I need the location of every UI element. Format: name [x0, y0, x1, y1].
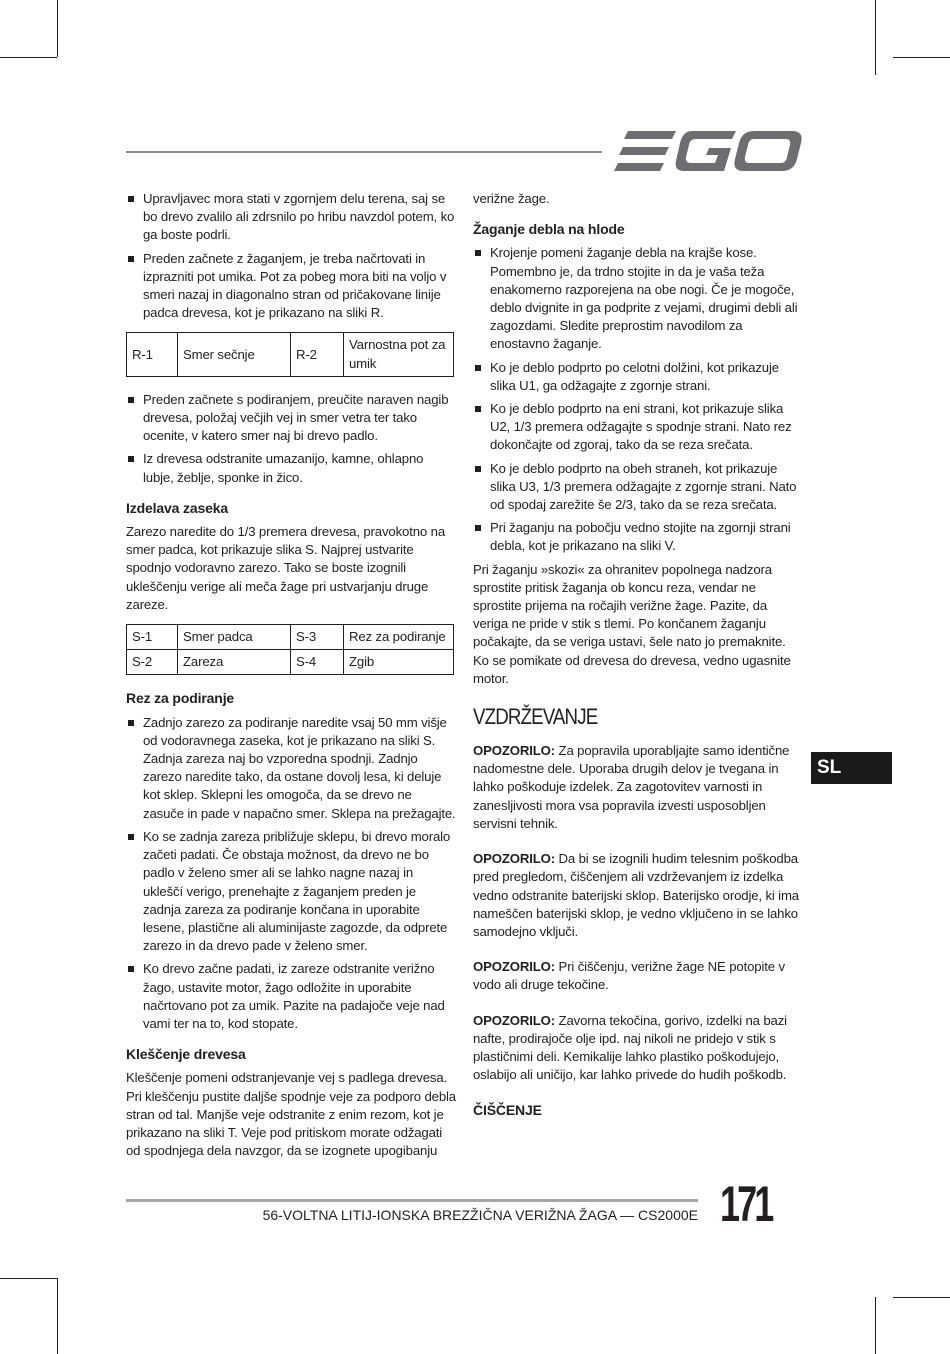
list-item-text: Ko drevo začne padati, iz zareze odstranite verižno žago, ustavite motor, žago odložite in uporabite načrtovano pot za umik. Pazite na padajoče veje nad vami ter na to, kod stopate. [143, 961, 445, 1031]
list-item [126, 190, 456, 245]
footer-rule [126, 1199, 698, 1202]
bullet-square-icon [128, 256, 134, 262]
bullet-square-icon [128, 966, 134, 972]
page-number: 171 [720, 1176, 772, 1232]
list-item [126, 828, 456, 955]
section-heading: Izdelava zaseka [126, 499, 229, 516]
bullet-square-icon [475, 525, 481, 531]
crop-mark [0, 1278, 57, 1279]
crop-mark [57, 1278, 58, 1354]
list-item [126, 391, 456, 446]
list-item [126, 714, 456, 823]
crop-mark [893, 1297, 950, 1298]
list-item [473, 400, 803, 455]
left-column [126, 190, 456, 1160]
table-cell: R-2 [291, 333, 344, 376]
list-item [126, 250, 456, 323]
crop-mark [893, 57, 950, 58]
list-item-text: Preden začnete s podiranjem, preučite naraven nagib drevesa, položaj večjih vej in smer vetra ter tako ocenite, v katero smer naj bi drevo padlo. [143, 391, 449, 444]
bullet-square-icon [128, 196, 134, 202]
list-item-text: Zadnjo zarezo za podiranje naredite vsaj 50 mm višje od vodoravnega zaseka, kot je prikazano na sliki S. Zadnja zareza naj bo vzporedna spodnji. Zadnjo zarezo naredite tako, da ostane dovolj lesa, ki deluje kot sklep. Sklepni les omogoča, da se drevo ne zasuče in pade v napačno smer. Sklepa na prežagajte. [143, 714, 456, 821]
table-cell: Rez za podiranje [344, 625, 454, 650]
warning-paragraph [473, 958, 803, 994]
section-heading: ČIŠČENJE [473, 1102, 542, 1119]
table-row [127, 650, 454, 675]
paragraph: Zarezo naredite do 1/3 premera drevesa, pravokotno na smer padca, kot prikazuje slika S. Najprej ustvarite spodnjo vodoravno zarezo. Tako se boste izognili ukleščenju verige ali meča žage pri ustvarjanju druge zareze. [126, 524, 446, 612]
language-tab: SL [811, 752, 892, 784]
crop-mark [0, 57, 57, 58]
bullet-list [126, 190, 456, 322]
header-rule [126, 151, 602, 153]
list-item-text: Preden začnete z žaganjem, je treba načrtovati in izprazniti pot umika. Pot za pobeg mora biti na voljo v smeri nazaj in diagonalno stran od pričakovane linije padca drevesa, kot je prikazano na sliki R. [143, 250, 447, 321]
list-item-text: Ko se zadnja zareza približuje sklepu, bi drevo moralo začeti padati. Če obstaja možnost, da drevo ne bo padlo v želeno smer ali se lahko nagne nazaj in ukleščí verigo, prenehajte z žaganjem preden je zadnja zareza za podiranje končana in uporabite lesene, plastične ali aluminijaste zagozde, da odprete zarezo in da drevo pade v želeno smer. [143, 828, 451, 954]
warning-text: Pri čiščenju, verižne žage NE potopite v vodo ali druge tekočine. [473, 959, 785, 993]
warning-text: Da bi se izognili hudim telesnim poškodba pred pregledom, čiščenjem ali vzdrževanjem iz izdelka vedno odstranite baterijski sklop. Baterijsko orodje, ki ima nameščen baterijski sklop, je vedno vključeno in se lahko samodejno vključi. [473, 851, 799, 939]
warning-text: Zavorna tekočina, gorivo, izdelki na bazi nafte, prodirajoče olje ipd. naj nikoli ne pridejo v stik s plastičnimi deli. Kemikalije lahko plastiko poškodujejo, oslabijo ali uničijo, kar lahko privede do hudih poškodb. [473, 1012, 787, 1083]
figure-s-legend-table [126, 624, 454, 675]
list-item-text: Ko je deblo podprto na obeh straneh, kot prikazuje slika U3, 1/3 premera odžagajte z zgornje strani. Nato od spodaj zarežite še 2/3, tako da se reza srečata. [490, 460, 797, 513]
bullet-square-icon [475, 250, 481, 256]
list-item [473, 244, 803, 353]
table-cell: Smer sečnje [178, 333, 291, 376]
list-item-text: Iz drevesa odstranite umazanijo, kamne, ohlapno lubje, žeblje, sponke in žico. [143, 451, 424, 485]
list-item-text: Krojenje pomeni žaganje debla na krajše kose. Pomembno je, da trdno stojite in da je vaša teža enakomerno razporejena na obe nogi. Če je mogoče, deblo dvignite in ga podprite z vejami, drugimi debli ali zagozdami. Sledite preprostim navodilom za enostavno žaganje. [490, 245, 798, 352]
table-row [127, 625, 454, 650]
list-item [126, 450, 456, 486]
warning-paragraph [473, 1012, 803, 1085]
warning-label: OPOZORILO: [473, 743, 556, 759]
paragraph: Pri žaganju »skozi« za ohranitev popolnega nadzora sprostite pritisk žaganja ob koncu reza, vendar ne sprostite prijema na ročajih verižne žage. Pazite, da veriga ne pride v stik s tlemi. Po končanem žaganju počakajte, da se veriga ustavi, šele nato jo premaknite. Ko se pomikate od drevesa do drevesa, vedno ugasnite motor. [473, 561, 791, 686]
bullet-square-icon [128, 720, 134, 726]
list-item [126, 960, 456, 1033]
list-item [473, 359, 803, 395]
table-cell: S-3 [291, 625, 344, 650]
table-cell: Zgib [344, 650, 454, 675]
section-heading: Kleščenje drevesa [126, 1046, 246, 1063]
list-item [473, 519, 803, 555]
bullet-square-icon [475, 466, 481, 472]
table-cell: Smer padca [178, 625, 291, 650]
list-item-text: Pri žaganju na pobočju vedno stojite na zgornji strani debla, kot je prikazano na sliki V. [490, 520, 791, 554]
warning-paragraph [473, 850, 803, 941]
bullet-list [473, 244, 803, 555]
list-item-text: Upravljavec mora stati v zgornjem delu terena, saj se bo drevo zvalilo ali zdrsnilo po hribu navzdol potem, ko ga boste podrli. [143, 191, 455, 243]
right-column [473, 190, 803, 1126]
figure-r-legend-table [126, 332, 454, 376]
warning-text: Za popravila uporabljajte samo identične nadomestne dele. Uporaba drugih delov je tvegana in lahko poškoduje izdelek. Za zagotovitev varnosti in zanesljivosti mora vsa popravila izvesti usposobljen servisni tehnik. [473, 743, 790, 831]
table-cell: S-2 [127, 650, 178, 675]
crop-mark [57, 0, 58, 57]
section-heading: Žaganje debla na hlode [473, 221, 625, 238]
table-cell: Varnostna pot za umik [344, 333, 454, 376]
bullet-square-icon [128, 397, 134, 403]
bullet-square-icon [128, 834, 134, 840]
list-item-text: Ko je deblo podprto na eni strani, kot prikazuje slika U2, 1/3 premera odžagajte s spodnje strani. Nato rez dokončajte od zgoraj, tako da se reza srečata. [490, 401, 792, 453]
list-item [473, 460, 803, 515]
paragraph: verižne žage. [473, 191, 550, 206]
table-cell: R-1 [127, 333, 178, 376]
warning-label: OPOZORILO: [473, 851, 556, 867]
table-row [127, 333, 454, 376]
warning-label: OPOZORILO: [473, 1012, 556, 1028]
bullet-square-icon [128, 456, 134, 462]
table-cell: Zareza [178, 650, 291, 675]
bullet-square-icon [475, 365, 481, 371]
bullet-square-icon [475, 406, 481, 412]
ego-logo [614, 128, 804, 174]
warning-paragraph [473, 742, 803, 833]
footer-title: 56-VOLTNA LITIJ-IONSKA BREZŽIČNA VERIŽNA ŽAGA — CS2000E [262, 1207, 698, 1223]
table-cell: S-4 [291, 650, 344, 675]
crop-mark [875, 0, 876, 75]
paragraph: Kleščenje pomeni odstranjevanje vej s padlega drevesa. Pri kleščenju pustite daljše spodnje veje za podporo debla stran od tal. Manjše veje odstranite z enim rezom, kot je prikazano na sliki T. Veje pod pritiskom morate odžagati od spodnjega dela navzgor, da se izognete upogibanju [126, 1070, 456, 1159]
table-cell: S-1 [127, 625, 178, 650]
warning-label: OPOZORILO: [473, 959, 556, 975]
bullet-list [126, 714, 456, 1033]
section-title: VZDRŽEVANJE [473, 704, 598, 730]
bullet-list [126, 391, 456, 487]
crop-mark [875, 1297, 876, 1354]
section-heading: Rez za podiranje [126, 690, 235, 707]
list-item-text: Ko je deblo podprto po celotni dolžini, kot prikazuje slika U1, ga odžagajte z zgornje strani. [490, 359, 779, 393]
